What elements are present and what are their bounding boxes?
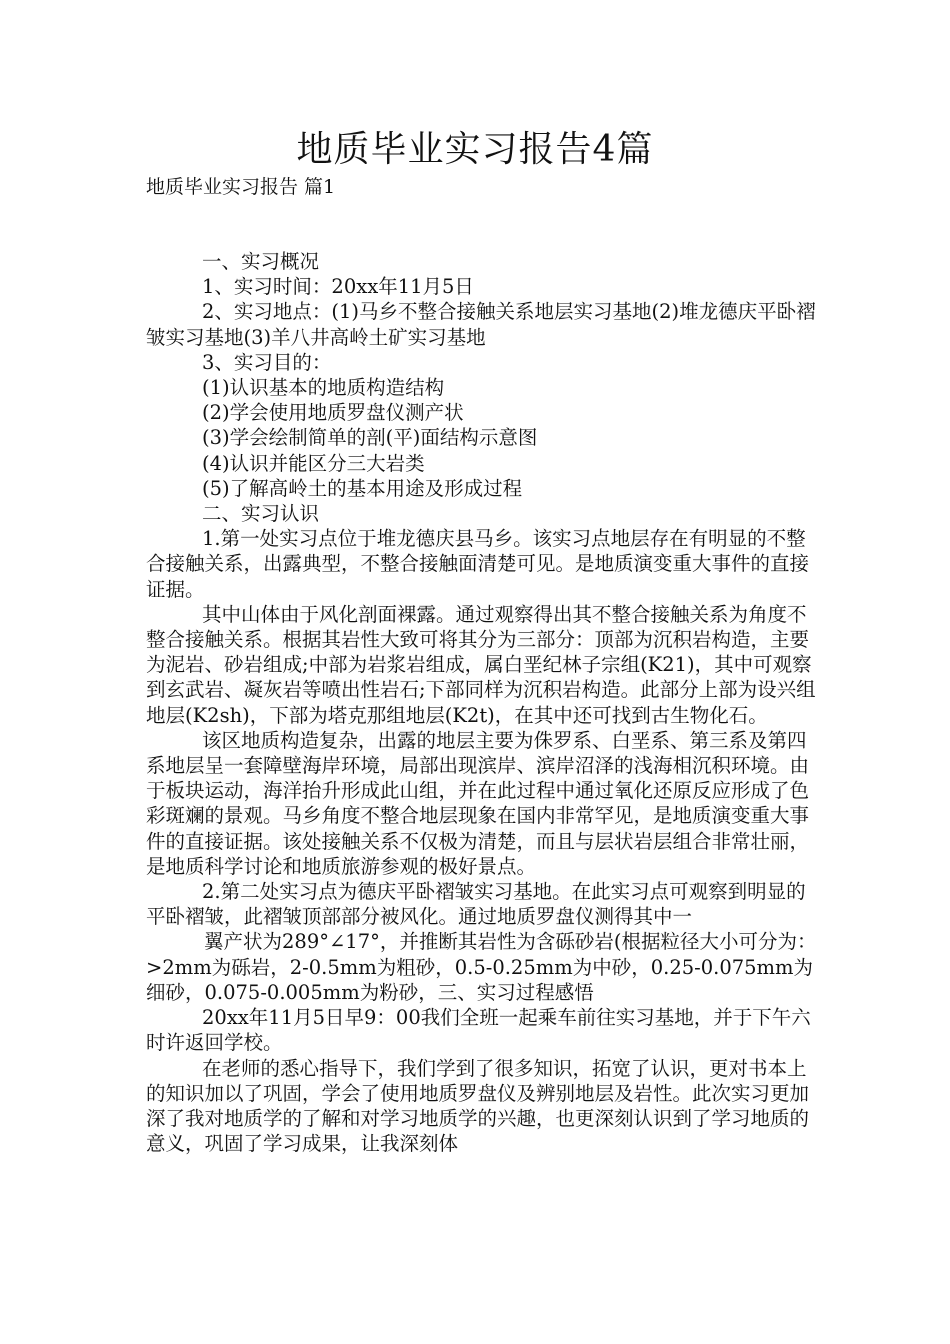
paragraph-site-2-attitude: 翼产状为289°∠17°，并推断其岩性为含砾砂岩(根据粒径大小可分为：>2mm为砾岩，2-0.5mm为粗砂，0.5-0.25mm为中砂，0.25-0.075mm为细砂，0.075-0.005mm为粉砂，三、实习过程感悟 (146, 930, 817, 1004)
purpose-item-1: (1)认识基本的地质构造结构 (202, 376, 445, 400)
paragraph-internship-location: 2、实习地点：(1)马乡不整合接触关系地层实习基地(2)堆龙德庆平卧褶皱实习基地(3)羊八井高岭土矿实习基地 (146, 300, 816, 349)
section-heading-understanding: 二、实习认识 (202, 502, 320, 526)
purpose-item-3: (3)学会绘制简单的剖(平)面结构示意图 (202, 426, 538, 450)
document-title: 地质毕业实习报告4篇 (296, 129, 654, 170)
paragraph-site-1-geology: 该区地质构造复杂，出露的地层主要为侏罗系、白垩系、第三系及第四系地层呈一套障壁海岸环境，局部出现滨岸、滨岸沼泽的浅海相沉积环境。由于板块运动，海洋抬升形成此山组，并在此过程中通过氧化还原反应形成了色彩斑斓的景观。马乡角度不整合地层现象在国内非常罕见，是地质演变重大事件的直接证据。该处接触关系不仅极为清楚，而且与层状岩层组合非常壮丽，是地质科学讨论和地质旅游参观的极好景点。 (146, 728, 810, 878)
document-body (146, 249, 818, 1156)
section-heading-overview: 一、实习概况 (202, 250, 320, 273)
purpose-item-5: (5)了解高岭土的基本用途及形成过程 (202, 476, 523, 500)
paragraph-reflection: 在老师的悉心指导下，我们学到了很多知识，拓宽了认识，更对书本上的知识加以了巩固，学会了使用地质罗盘仪及辨别地层及岩性。此次实习更加深了我对地质学的了解和对学习地质学的兴趣，也更深刻认识到了学习地质的意义，巩固了学习成果，让我深刻体 (146, 1056, 810, 1156)
paragraph-schedule: 20xx年11月5日早9：00我们全班一起乘车前往实习基地，并于下午六时许返回学校。 (146, 1006, 811, 1055)
purpose-item-2: (2)学会使用地质罗盘仪测产状 (202, 401, 464, 425)
paragraph-internship-time: 1、实习时间：20xx年11月5日 (202, 275, 474, 299)
document-subtitle: 地质毕业实习报告 篇1 (146, 176, 336, 198)
paragraph-internship-purpose: 3、实习目的： (202, 350, 332, 374)
paragraph-site-1: 1.第一处实习点位于堆龙德庆县马乡。该实习点地层存在有明显的不整合接触关系，出露典型，不整合接触面清楚可见。是地质演变重大事件的直接证据。 (146, 527, 810, 601)
purpose-item-4: (4)认识并能区分三大岩类 (202, 451, 425, 475)
paragraph-site-1-strata: 其中山体由于风化剖面裸露。通过观察得出其不整合接触关系为角度不整合接触关系。根据其岩性大致可将其分为三部分：顶部为沉积岩构造，主要为泥岩、砂岩组成;中部为岩浆岩组成，属白垩纪林子宗组(K21)，其中可观察到玄武岩、凝灰岩等喷出性岩石;下部同样为沉积岩构造。此部分上部为设兴组地层(K2sh)，下部为塔克那组地层(K2t)，在其中还可找到古生物化石。 (146, 602, 816, 727)
paragraph-site-2: 2.第二处实习点为德庆平卧褶皱实习基地。在此实习点可观察到明显的平卧褶皱，此褶皱顶部部分被风化。通过地质罗盘仪测得其中一 (146, 880, 806, 929)
